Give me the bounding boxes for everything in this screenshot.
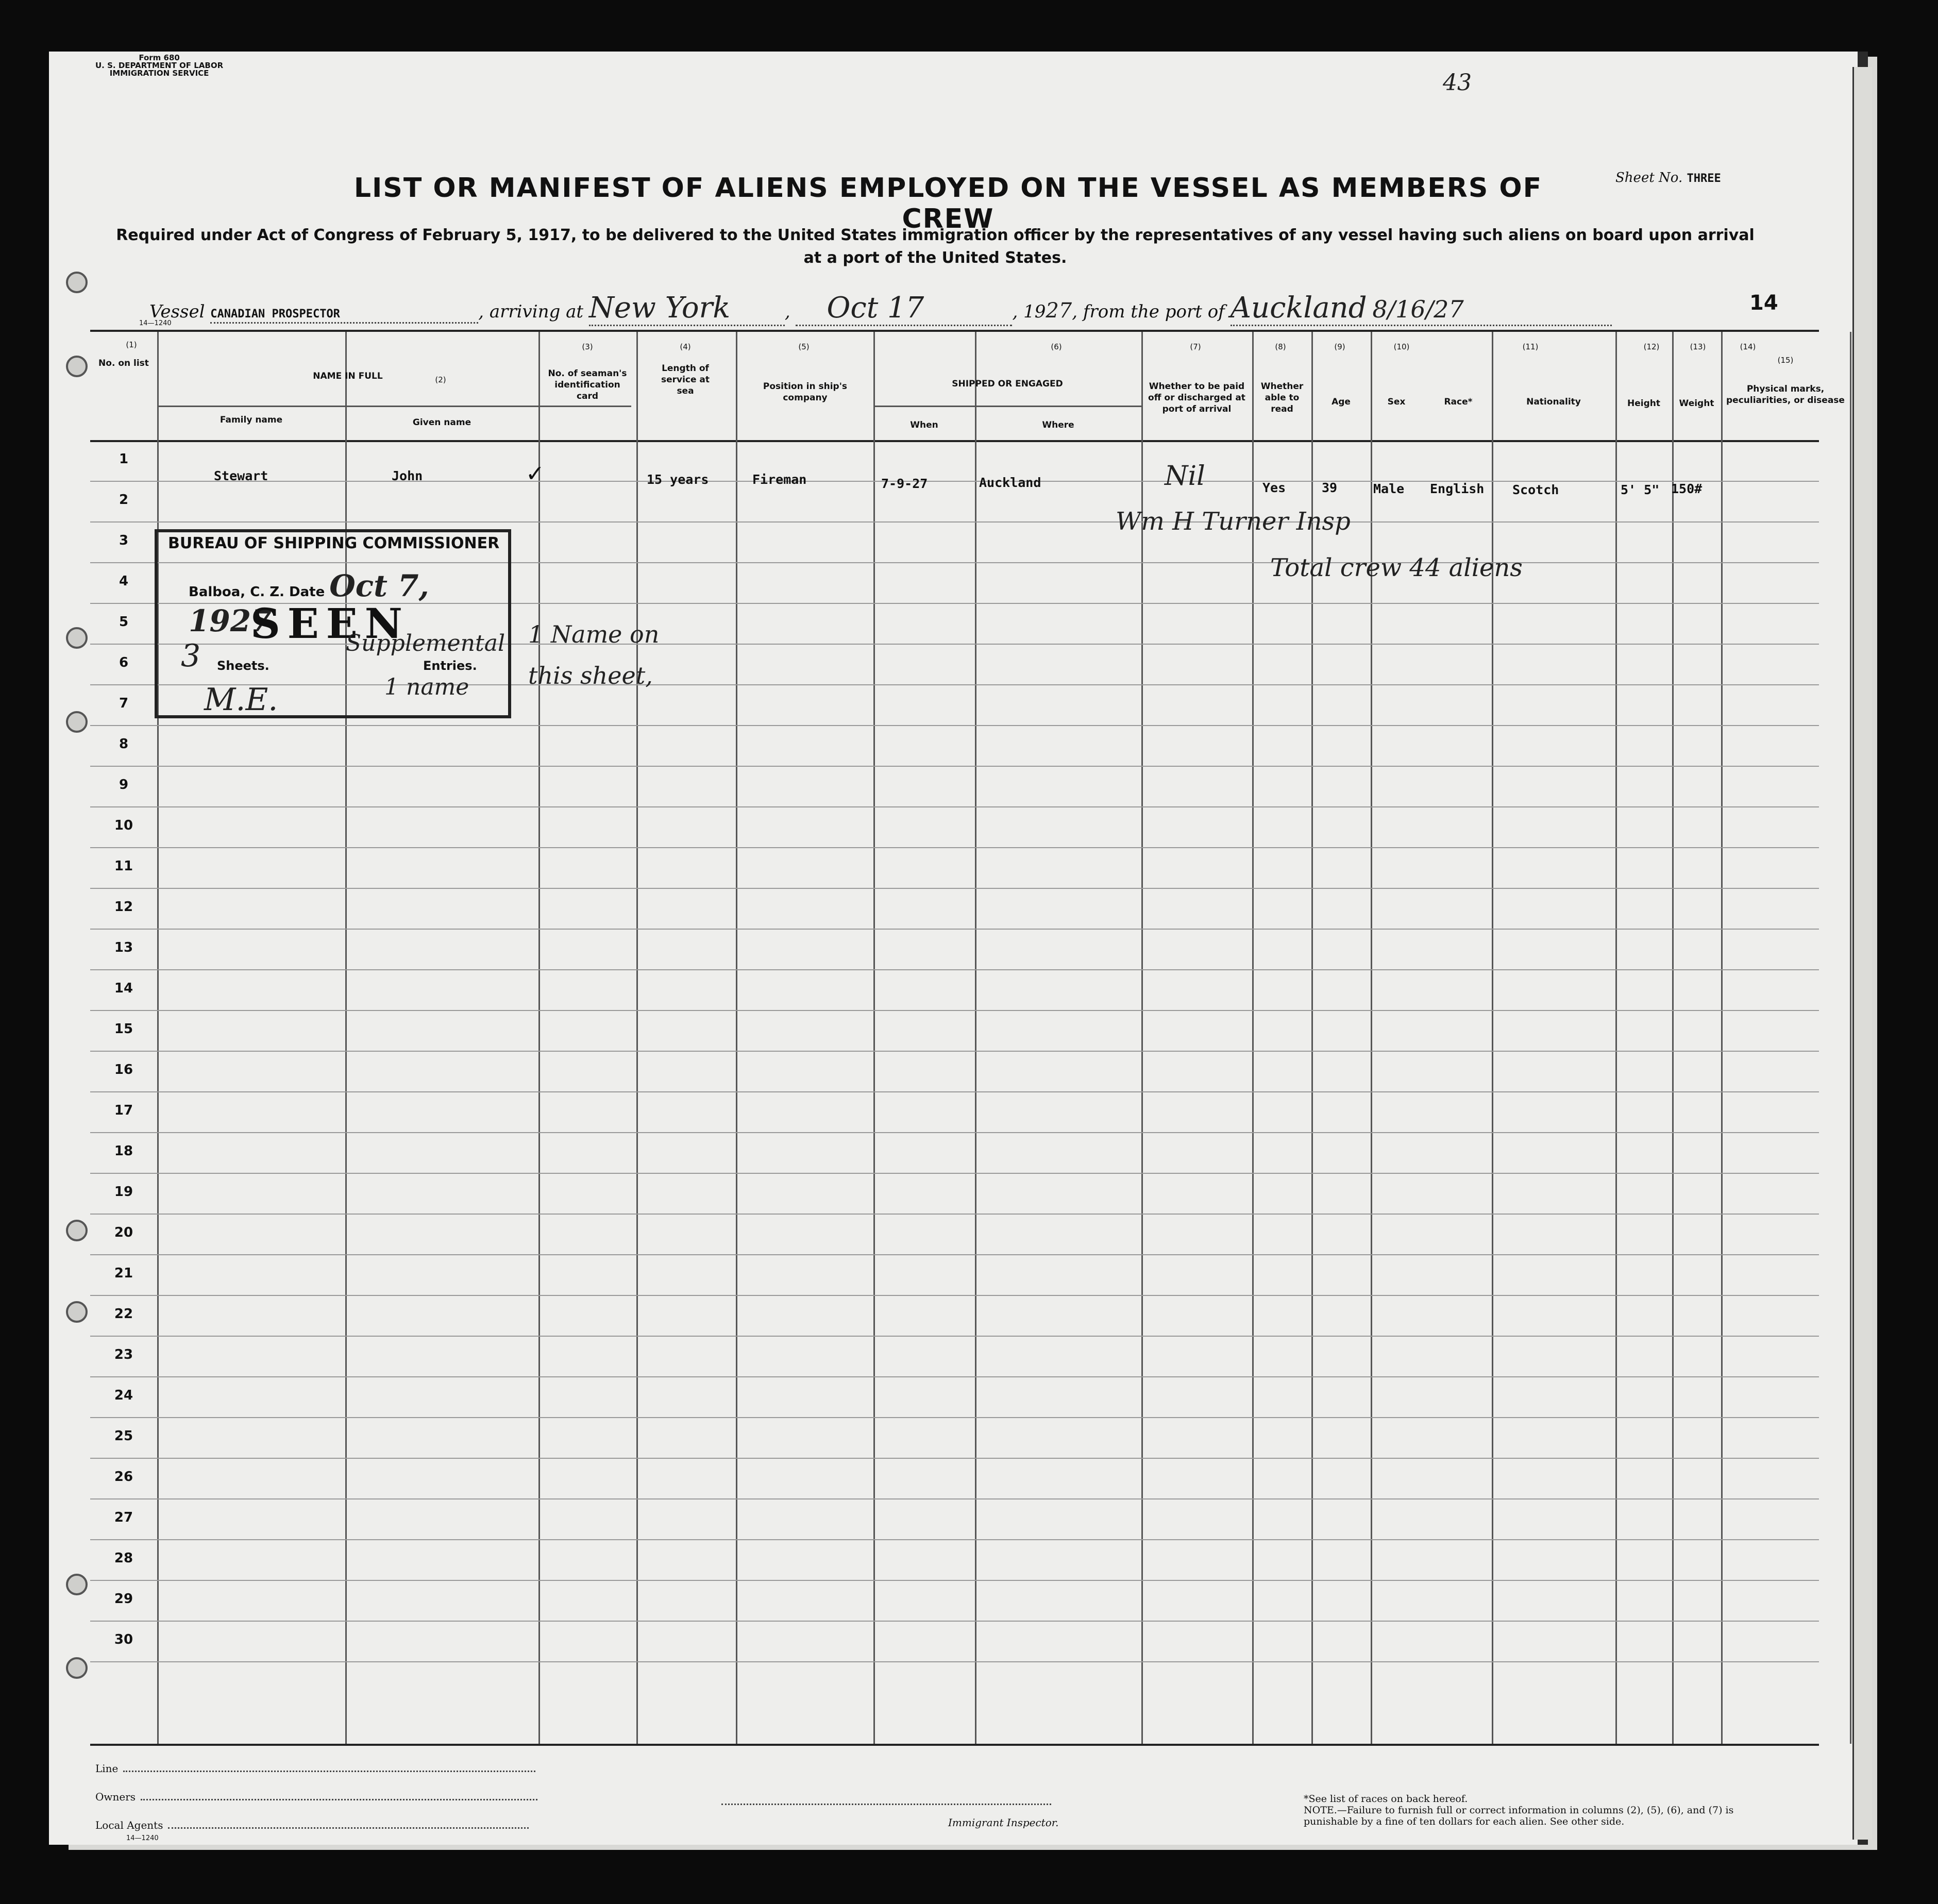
print-code: 14—1240	[139, 319, 172, 327]
binder-hole	[66, 711, 88, 733]
header-shipped-engaged: SHIPPED OR ENGAGED	[952, 379, 1063, 389]
col-divider	[873, 332, 875, 1744]
row-number: 10	[114, 818, 133, 833]
row-number: 21	[114, 1266, 133, 1281]
row-rule	[90, 929, 1819, 930]
row-rule	[90, 1621, 1819, 1622]
year-suffix: 27	[1046, 299, 1072, 323]
row-rule	[90, 969, 1819, 970]
cell-height: 5' 5"	[1621, 482, 1660, 497]
vessel-name: CANADIAN PROSPECTOR	[210, 308, 340, 321]
from-label: from the port of	[1083, 301, 1225, 322]
from-date: 8/16/27	[1372, 295, 1464, 323]
seen-stamp	[155, 529, 511, 718]
from-field	[1231, 291, 1612, 326]
footer-notes	[1304, 1793, 1767, 1827]
footer-owners	[95, 1791, 537, 1803]
header-family-name: Family name	[220, 415, 283, 425]
sheet-number	[1615, 170, 1721, 186]
header-where: Where	[1042, 420, 1074, 430]
row-rule	[90, 1051, 1819, 1052]
footer-note-penalty: NOTE.—Failure to furnish full or correct information in columns (2), (5), (6), and (7) is punishable by a fine of ten dollars for each alien. See other side.	[1304, 1805, 1734, 1827]
arriving-port: New York	[588, 291, 731, 325]
column-number: (3)	[582, 342, 593, 351]
footer-owners-field	[141, 1799, 537, 1800]
row-number: 8	[119, 736, 129, 752]
cell-when: 7-9-27	[881, 476, 928, 491]
footer-agents	[95, 1819, 529, 1831]
col-divider	[1672, 332, 1674, 1744]
footer-agents-field	[168, 1827, 529, 1829]
footer-line-label: Line	[95, 1762, 119, 1775]
binder-hole	[66, 272, 88, 293]
row-number: 26	[114, 1469, 133, 1485]
row-number: 4	[119, 574, 129, 589]
row-number: 22	[114, 1306, 133, 1322]
header-no-on-list: No. on list	[98, 358, 149, 368]
column-number: (10)	[1393, 342, 1410, 351]
col-divider	[1141, 332, 1143, 1744]
row-number: 18	[114, 1143, 133, 1159]
col-divider	[1371, 332, 1372, 1744]
row-number: 19	[114, 1184, 133, 1200]
sheet-label: Sheet No.	[1615, 170, 1683, 186]
row-number: 23	[114, 1347, 133, 1362]
cell-service: 15 years	[647, 472, 709, 487]
stamp-seen: SEEN	[250, 599, 410, 648]
footer-agents-label: Local Agents	[95, 1819, 163, 1831]
column-number: (6)	[1051, 342, 1062, 351]
header-sex: Sex	[1387, 397, 1406, 407]
row-rule	[90, 521, 1819, 523]
cell-weight: 150#	[1671, 481, 1703, 496]
header-height: Height	[1627, 398, 1660, 409]
binder-hole	[66, 627, 88, 649]
stamp-sheets-label: Sheets.	[217, 659, 269, 673]
row-rule	[90, 1580, 1819, 1581]
row-number: 30	[114, 1632, 133, 1647]
col-divider	[1492, 332, 1493, 1744]
row-rule	[90, 1539, 1819, 1540]
date-field	[796, 291, 1012, 326]
header-weight: Weight	[1679, 398, 1714, 409]
row-rule	[90, 1336, 1819, 1337]
page-subtitle: Required under Act of Congress of February 5, 1917, to be delivered to the United States immigration officer by the representatives of any vessel having such aliens on board upon arrival at a port of the United States.	[116, 226, 1755, 267]
cell-sex: Male	[1373, 481, 1405, 496]
col-divider	[1252, 332, 1254, 1744]
row-rule	[90, 481, 1819, 482]
footer-line	[95, 1762, 535, 1775]
row-rule	[90, 806, 1819, 807]
header-able-to-read: Whether able to read	[1260, 381, 1304, 414]
footer-inspector: Immigrant Inspector.	[948, 1816, 1059, 1829]
row-number: 25	[114, 1428, 133, 1444]
column-number: (5)	[798, 342, 810, 351]
row-number: 17	[114, 1103, 133, 1118]
col-divider	[975, 332, 976, 1744]
column-number: (8)	[1275, 342, 1286, 351]
header-when: When	[910, 420, 938, 430]
arriving-field	[589, 291, 785, 326]
row-rule	[90, 1498, 1819, 1499]
header-id-card: No. of seaman's identification card	[548, 368, 627, 401]
row-number: 24	[114, 1388, 133, 1403]
top-mark: 43	[1443, 70, 1472, 96]
stamp-bureau: BUREAU OF SHIPPING COMMISSIONER	[168, 534, 500, 552]
col-divider	[1615, 332, 1617, 1744]
inspector-line	[721, 1804, 1051, 1805]
cell-where: Auckland	[979, 475, 1041, 490]
row-number: 2	[119, 492, 129, 508]
form-number: Form 680	[139, 53, 180, 62]
row-rule	[90, 766, 1819, 767]
footer-note-races: *See list of races on back hereof.	[1304, 1793, 1468, 1805]
col-divider	[1721, 332, 1723, 1744]
cell-id-card: ✓	[526, 461, 545, 487]
row-number: 16	[114, 1062, 133, 1077]
stamp-one-name: 1 name	[384, 674, 469, 700]
arriving-label: arriving at	[489, 301, 584, 322]
sheet-value: THREE	[1687, 172, 1721, 185]
row-rule	[90, 725, 1819, 726]
form-header	[95, 54, 223, 77]
column-number: (14)	[1740, 342, 1756, 351]
cell-position: Fireman	[752, 472, 807, 487]
name-note-line2: this sheet,	[528, 662, 653, 689]
cell-read: Yes	[1262, 480, 1286, 495]
row-number: 27	[114, 1510, 133, 1525]
binder-hole	[66, 1574, 88, 1595]
column-number: (11)	[1522, 342, 1539, 351]
row-number: 11	[114, 858, 133, 874]
header-given-name: Given name	[412, 417, 471, 428]
row-number: 5	[119, 614, 129, 630]
row-number: 20	[114, 1225, 133, 1240]
year-prefix: 19	[1023, 301, 1046, 322]
header-age: Age	[1332, 397, 1351, 407]
form-service: IMMIGRATION SERVICE	[109, 69, 209, 78]
row-rule	[90, 1214, 1819, 1215]
voyage-line: Vessel CANADIAN PROSPECTOR , arriving at New York , Oct 17 , 1927, from the port of Auckland 8/16/27	[149, 291, 1798, 326]
row-rule	[90, 1132, 1819, 1133]
row-rule	[90, 888, 1819, 889]
column-number: (2)	[435, 375, 446, 384]
row-number: 9	[119, 777, 129, 793]
header-position: Position in ship's company	[763, 381, 848, 403]
row-number: 28	[114, 1551, 133, 1566]
row-number: 13	[114, 940, 133, 955]
footer-owners-label: Owners	[95, 1791, 136, 1803]
cell-race: English	[1430, 481, 1485, 496]
col-divider	[736, 332, 737, 1744]
inspector-signature: Wm H Turner Insp	[1116, 507, 1351, 536]
header-paid-off: Whether to be paid off or discharged at port of arrival	[1148, 381, 1245, 414]
cell-paid-off: Nil	[1165, 461, 1205, 492]
header-physical-marks: Physical marks, peculiarities, or disease	[1726, 384, 1845, 406]
column-number: (13)	[1690, 342, 1706, 351]
row-number: 1	[119, 451, 129, 467]
row-number: 15	[114, 1021, 133, 1037]
column-number: (9)	[1334, 342, 1345, 351]
column-number: (7)	[1190, 342, 1201, 351]
row-rule	[90, 1173, 1819, 1174]
cell-given-name: John	[392, 468, 423, 483]
page-edge	[1852, 67, 1872, 1840]
vessel-label: Vessel	[149, 301, 205, 322]
col-divider	[636, 332, 638, 1744]
stamp-initials: M.E.	[204, 682, 278, 718]
column-number: (1)	[126, 340, 137, 349]
col-divider	[1850, 332, 1851, 1744]
stamp-date-label: Balboa, C. Z. Date	[189, 584, 325, 600]
cell-nationality: Scotch	[1512, 482, 1559, 497]
cell-family-name: Stewart	[214, 468, 268, 483]
header-subrule	[873, 406, 1141, 407]
row-rule	[90, 1295, 1819, 1296]
row-number: 29	[114, 1591, 133, 1607]
row-rule	[90, 1010, 1819, 1011]
footer-line-field	[123, 1771, 535, 1772]
header-name-in-full: NAME IN FULL	[313, 371, 383, 381]
row-rule	[90, 1254, 1819, 1255]
header-nationality: Nationality	[1526, 397, 1581, 407]
row-number: 14	[114, 981, 133, 996]
row-number: 6	[119, 655, 129, 670]
stamp-date: Oct 7, 1927	[189, 568, 429, 638]
total-crew-note: Total crew 44 aliens	[1270, 553, 1523, 582]
column-number: (12)	[1643, 342, 1660, 351]
row-number: 7	[119, 696, 129, 711]
binder-hole	[66, 1220, 88, 1241]
header-service-at-sea: Length of service at sea	[661, 363, 710, 396]
header-bottom-rule	[90, 440, 1819, 442]
from-port: Auckland	[1230, 291, 1367, 325]
column-number: (4)	[680, 342, 691, 351]
cell-age: 39	[1322, 480, 1338, 495]
vessel-field	[210, 301, 478, 324]
name-note-line1: 1 Name on	[528, 620, 660, 648]
binder-hole	[66, 1657, 88, 1679]
binder-hole	[66, 356, 88, 377]
row-rule	[90, 1661, 1819, 1662]
header-race: Race*	[1444, 397, 1473, 407]
page-number: 14	[1749, 291, 1778, 315]
header-subrule	[157, 406, 631, 407]
row-rule	[90, 1091, 1819, 1092]
col-divider	[538, 332, 540, 1744]
row-rule	[90, 847, 1819, 848]
stamp-supplemental: Supplemental	[346, 630, 505, 656]
row-number: 12	[114, 899, 133, 915]
stamp-sheet-count: 3	[181, 638, 201, 674]
arrival-date: Oct 17	[827, 291, 924, 325]
row-rule	[90, 1458, 1819, 1459]
row-rule	[90, 1376, 1819, 1377]
row-rule	[90, 1417, 1819, 1418]
col-divider	[1311, 332, 1313, 1744]
footer-code: 14—1240	[126, 1834, 159, 1842]
column-number: (15)	[1777, 356, 1794, 365]
page-title: LIST OR MANIFEST OF ALIENS EMPLOYED ON THE VESSEL AS MEMBERS OF CREW	[353, 173, 1543, 234]
binder-hole	[66, 1301, 88, 1323]
stamp-entries-label: Entries.	[423, 659, 477, 673]
row-number: 3	[119, 533, 129, 548]
form-department: U. S. DEPARTMENT OF LABOR	[95, 61, 224, 70]
